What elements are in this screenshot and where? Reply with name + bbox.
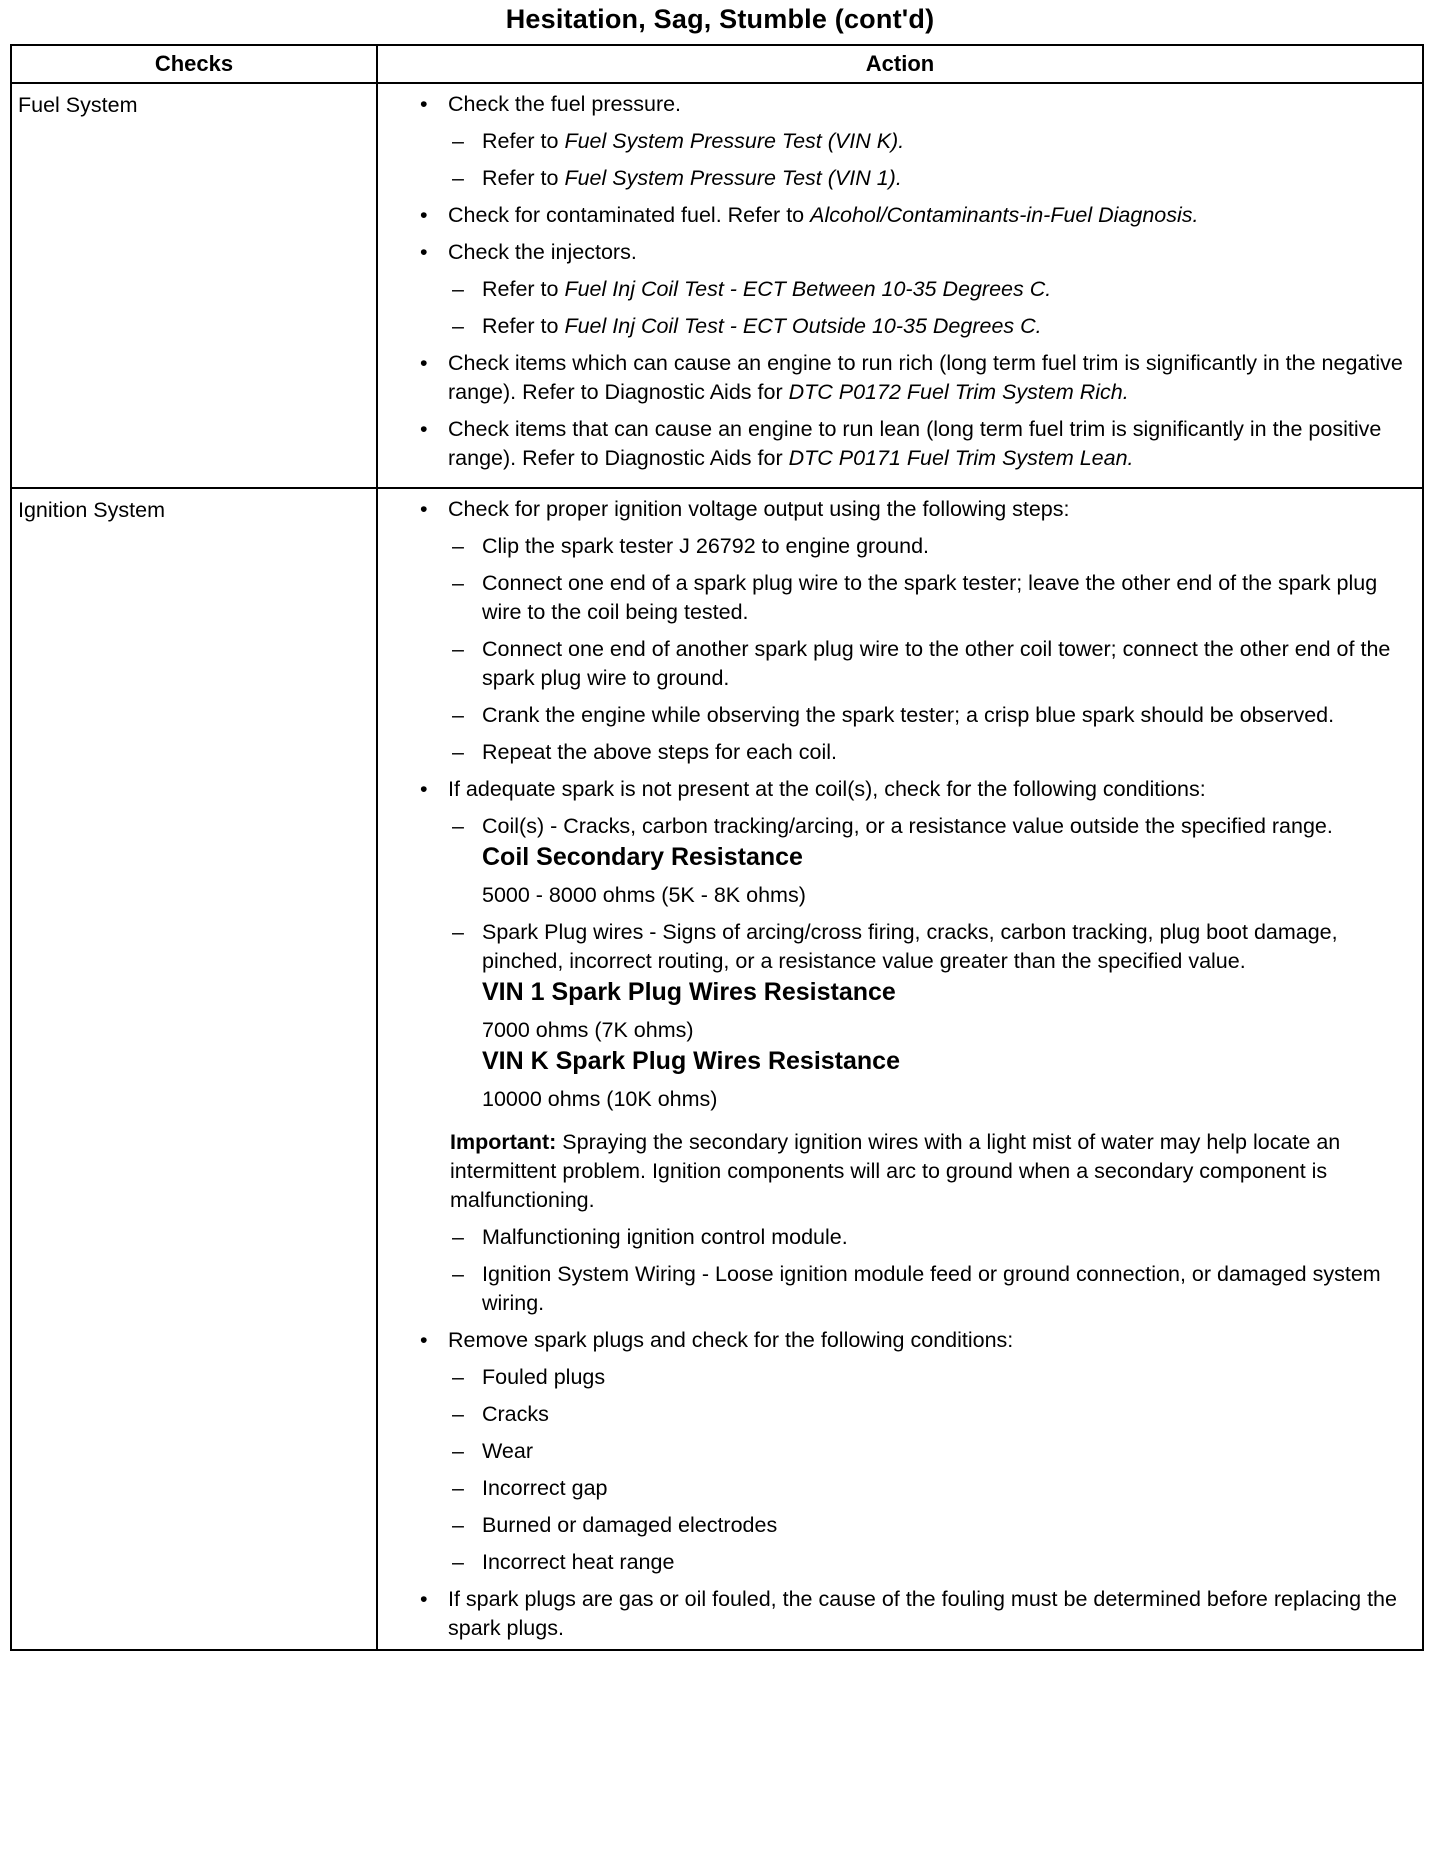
table-header-row xyxy=(11,45,1423,83)
spec-heading-coil-resistance: Coil Secondary Resistance xyxy=(482,843,803,871)
sub-malfunctioning-module: – Malfunctioning ignition control module. xyxy=(420,1223,1412,1252)
page-title: Hesitation, Sag, Stumble (cont'd) xyxy=(505,4,935,34)
bullet-run-rich: • Check items which can cause an engine to run rich (long term fuel trim is significantly in the negative range). Refer to Diagnostic Aids for DTC P0172 Fuel Trim System Rich. xyxy=(420,349,1412,407)
bullet-run-lean: • Check items that can cause an engine to run lean (long term fuel trim is significantly in the positive range). Refer to Diagnostic Aids for DTC P0171 Fuel Trim System Lean. xyxy=(420,415,1412,473)
condition-item: – Wear xyxy=(420,1437,1412,1466)
condition-item: – Burned or damaged electrodes xyxy=(420,1511,1412,1540)
sub-crank-engine: – Crank the engine while observing the spark tester; a crisp blue spark should be observed. xyxy=(420,701,1412,730)
sub-connect-other-tower: – Connect one end of another spark plug wire to the other coil tower; connect the other end of the spark plug wire to ground. xyxy=(420,635,1412,693)
bullet-contaminated-fuel: • Check for contaminated fuel. Refer to Alcohol/Contaminants-in-Fuel Diagnosis. xyxy=(420,201,1412,230)
sub-refer-inj-coil-outside: – Refer to Fuel Inj Coil Test - ECT Outside 10-35 Degrees C. xyxy=(420,312,1412,341)
bullet-remove-spark-plugs: • Remove spark plugs and check for the following conditions: xyxy=(420,1326,1412,1355)
sub-connect-wire-tester: – Connect one end of a spark plug wire to the spark tester; leave the other end of the spark plug wire to the coil being tested. xyxy=(420,569,1412,627)
sub-spark-plug-wires: – Spark Plug wires - Signs of arcing/cross firing, cracks, carbon tracking, plug boot damage, pinched, incorrect routing, or a resistance value greater than the specified value. xyxy=(420,918,1412,976)
action-column-header: Action xyxy=(377,45,1423,83)
important-note: Important: Spraying the secondary ignition wires with a light mist of water may help locate an intermittent problem. Ignition components will arc to ground when a secondary component is malfunctioning. xyxy=(450,1130,1341,1212)
bullet-fouled-plugs: • If spark plugs are gas or oil fouled, the cause of the fouling must be determined before replacing the spark plugs. xyxy=(420,1585,1412,1643)
action-ignition-system xyxy=(377,488,1423,1650)
action-fuel-system xyxy=(377,83,1423,488)
link-inj-coil-outside: Fuel Inj Coil Test - ECT Outside 10-35 Degrees C. xyxy=(564,314,1042,338)
spec-value-vink-wires: 10000 ohms (10K ohms) xyxy=(482,1087,718,1111)
link-pressure-test-vin-1: Fuel System Pressure Test (VIN 1). xyxy=(564,166,902,190)
sub-refer-pressure-vin-k: – Refer to Fuel System Pressure Test (VIN K). xyxy=(420,127,1412,156)
check-ignition-system: Ignition System xyxy=(11,488,377,1650)
link-dtc-p0172: DTC P0172 Fuel Trim System Rich. xyxy=(788,380,1129,404)
sub-system-wiring: – Ignition System Wiring - Loose ignition module feed or ground connection, or damaged system wiring. xyxy=(420,1260,1412,1318)
spec-heading-vink-wires: VIN K Spark Plug Wires Resistance xyxy=(482,1047,900,1075)
check-fuel-system: Fuel System xyxy=(11,83,377,488)
condition-item: – Fouled plugs xyxy=(420,1363,1412,1392)
condition-item: – Incorrect gap xyxy=(420,1474,1412,1503)
checks-column-header: Checks xyxy=(11,45,377,83)
condition-item: – Incorrect heat range xyxy=(420,1548,1412,1577)
link-inj-coil-between: Fuel Inj Coil Test - ECT Between 10-35 Degrees C. xyxy=(564,277,1052,301)
sub-refer-inj-coil-between: – Refer to Fuel Inj Coil Test - ECT Between 10-35 Degrees C. xyxy=(420,275,1412,304)
sub-clip-spark-tester: – Clip the spark tester J 26792 to engine ground. xyxy=(420,532,1412,561)
bullet-check-injectors: • Check the injectors. xyxy=(420,238,1412,267)
diagnostic-table xyxy=(10,44,1424,1651)
bullet-adequate-spark: • If adequate spark is not present at the coil(s), check for the following conditions: xyxy=(420,775,1412,804)
bullet-ignition-voltage: • Check for proper ignition voltage output using the following steps: xyxy=(420,495,1412,524)
sub-coils-condition: – Coil(s) - Cracks, carbon tracking/arcing, or a resistance value outside the specified range. xyxy=(420,812,1412,841)
spec-heading-vin1-wires: VIN 1 Spark Plug Wires Resistance xyxy=(482,978,896,1006)
condition-item: – Cracks xyxy=(420,1400,1412,1429)
table-row-ignition-system xyxy=(11,488,1423,1650)
spec-value-vin1-wires: 7000 ohms (7K ohms) xyxy=(482,1018,694,1042)
sub-refer-pressure-vin-1: – Refer to Fuel System Pressure Test (VIN 1). xyxy=(420,164,1412,193)
table-row-fuel-system xyxy=(11,83,1423,488)
bullet-check-fuel-pressure: • Check the fuel pressure. xyxy=(420,90,1412,119)
link-pressure-test-vin-k: Fuel System Pressure Test (VIN K). xyxy=(564,129,905,153)
spec-value-coil-resistance: 5000 - 8000 ohms (5K - 8K ohms) xyxy=(482,883,806,907)
link-contaminants-diagnosis: Alcohol/Contaminants-in-Fuel Diagnosis. xyxy=(810,203,1199,227)
link-dtc-p0171: DTC P0171 Fuel Trim System Lean. xyxy=(788,446,1134,470)
important-label: Important: xyxy=(450,1130,557,1154)
sub-repeat-steps: – Repeat the above steps for each coil. xyxy=(420,738,1412,767)
